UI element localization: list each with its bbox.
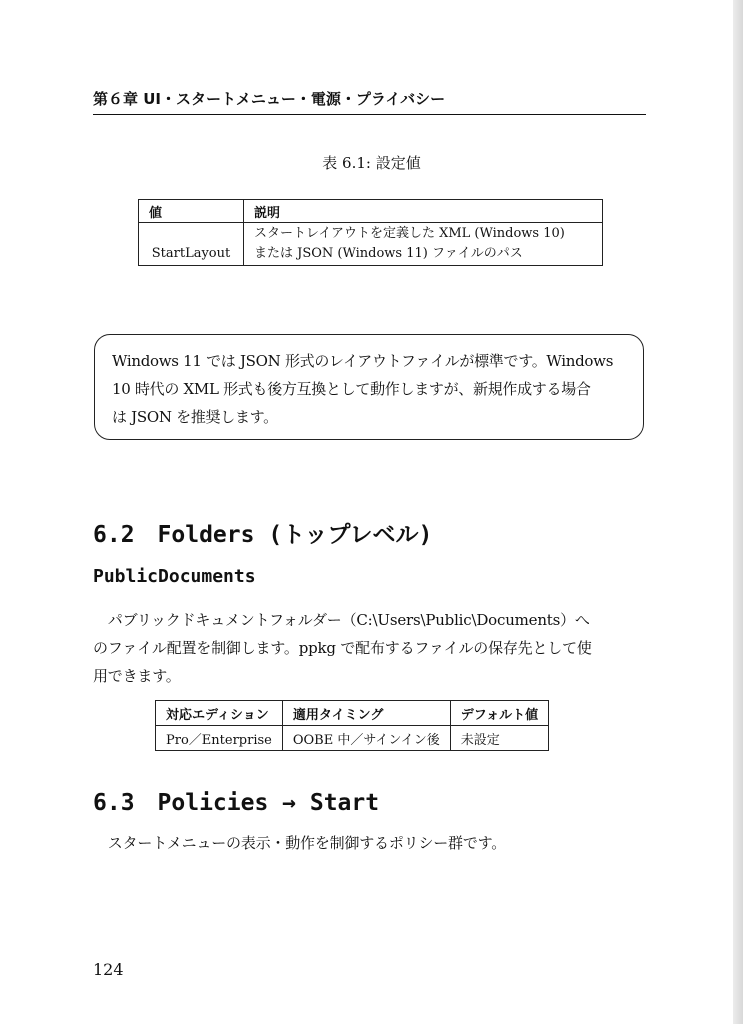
section-heading-6-2: 6.2 Folders (トップレベル) (93, 522, 433, 548)
table-header-row (139, 200, 603, 223)
paragraph-line: パブリックドキュメントフォルダー（C:\Users\Public\Documents）へ (93, 611, 590, 629)
column-header-timing: 適用タイミング (282, 701, 450, 726)
column-header-edition: 対応エディション (156, 701, 283, 726)
note-line: は JSON を推奨します。 (112, 408, 278, 426)
chapter-header: 第６章 UI・スタートメニュー・電源・プライバシー (93, 88, 646, 115)
paragraph-policies-start: スタートメニューの表示・動作を制御するポリシー群です。 (93, 834, 507, 852)
cell-timing: OOBE 中／サインイン後 (282, 726, 450, 751)
table-caption: 表 6.1: 設定値 (322, 154, 421, 172)
settings-table (138, 199, 603, 266)
column-header-description: 説明 (244, 200, 603, 223)
subsection-heading: PublicDocuments (93, 566, 256, 587)
cell-edition: Pro／Enterprise (156, 726, 283, 751)
cell-value: StartLayout (139, 223, 244, 266)
paragraph-line: のファイル配置を制御します。ppkg で配布するファイルの保存先として使 (93, 639, 592, 657)
note-box (94, 334, 644, 440)
cell-description (244, 223, 603, 266)
column-header-default: デフォルト値 (450, 701, 548, 726)
description-line: スタートレイアウトを定義した XML (Windows 10) (254, 226, 565, 241)
edition-table (155, 700, 549, 751)
column-header-value: 値 (139, 200, 244, 223)
paragraph-line: 用できます。 (93, 667, 181, 685)
paragraph-public-documents (93, 606, 648, 690)
page-number: 124 (93, 960, 124, 979)
cell-default: 未設定 (450, 726, 548, 751)
note-line: Windows 11 では JSON 形式のレイアウトファイルが標準です。Windows (112, 352, 614, 370)
section-heading-6-3: 6.3 Policies → Start (93, 790, 380, 816)
table-row (139, 223, 603, 266)
table-row (156, 726, 549, 751)
table-header-row (156, 701, 549, 726)
description-line: または JSON (Windows 11) ファイルのパス (254, 246, 523, 261)
note-line: 10 時代の XML 形式も後方互換として動作しますが、新規作成する場合 (112, 380, 591, 398)
